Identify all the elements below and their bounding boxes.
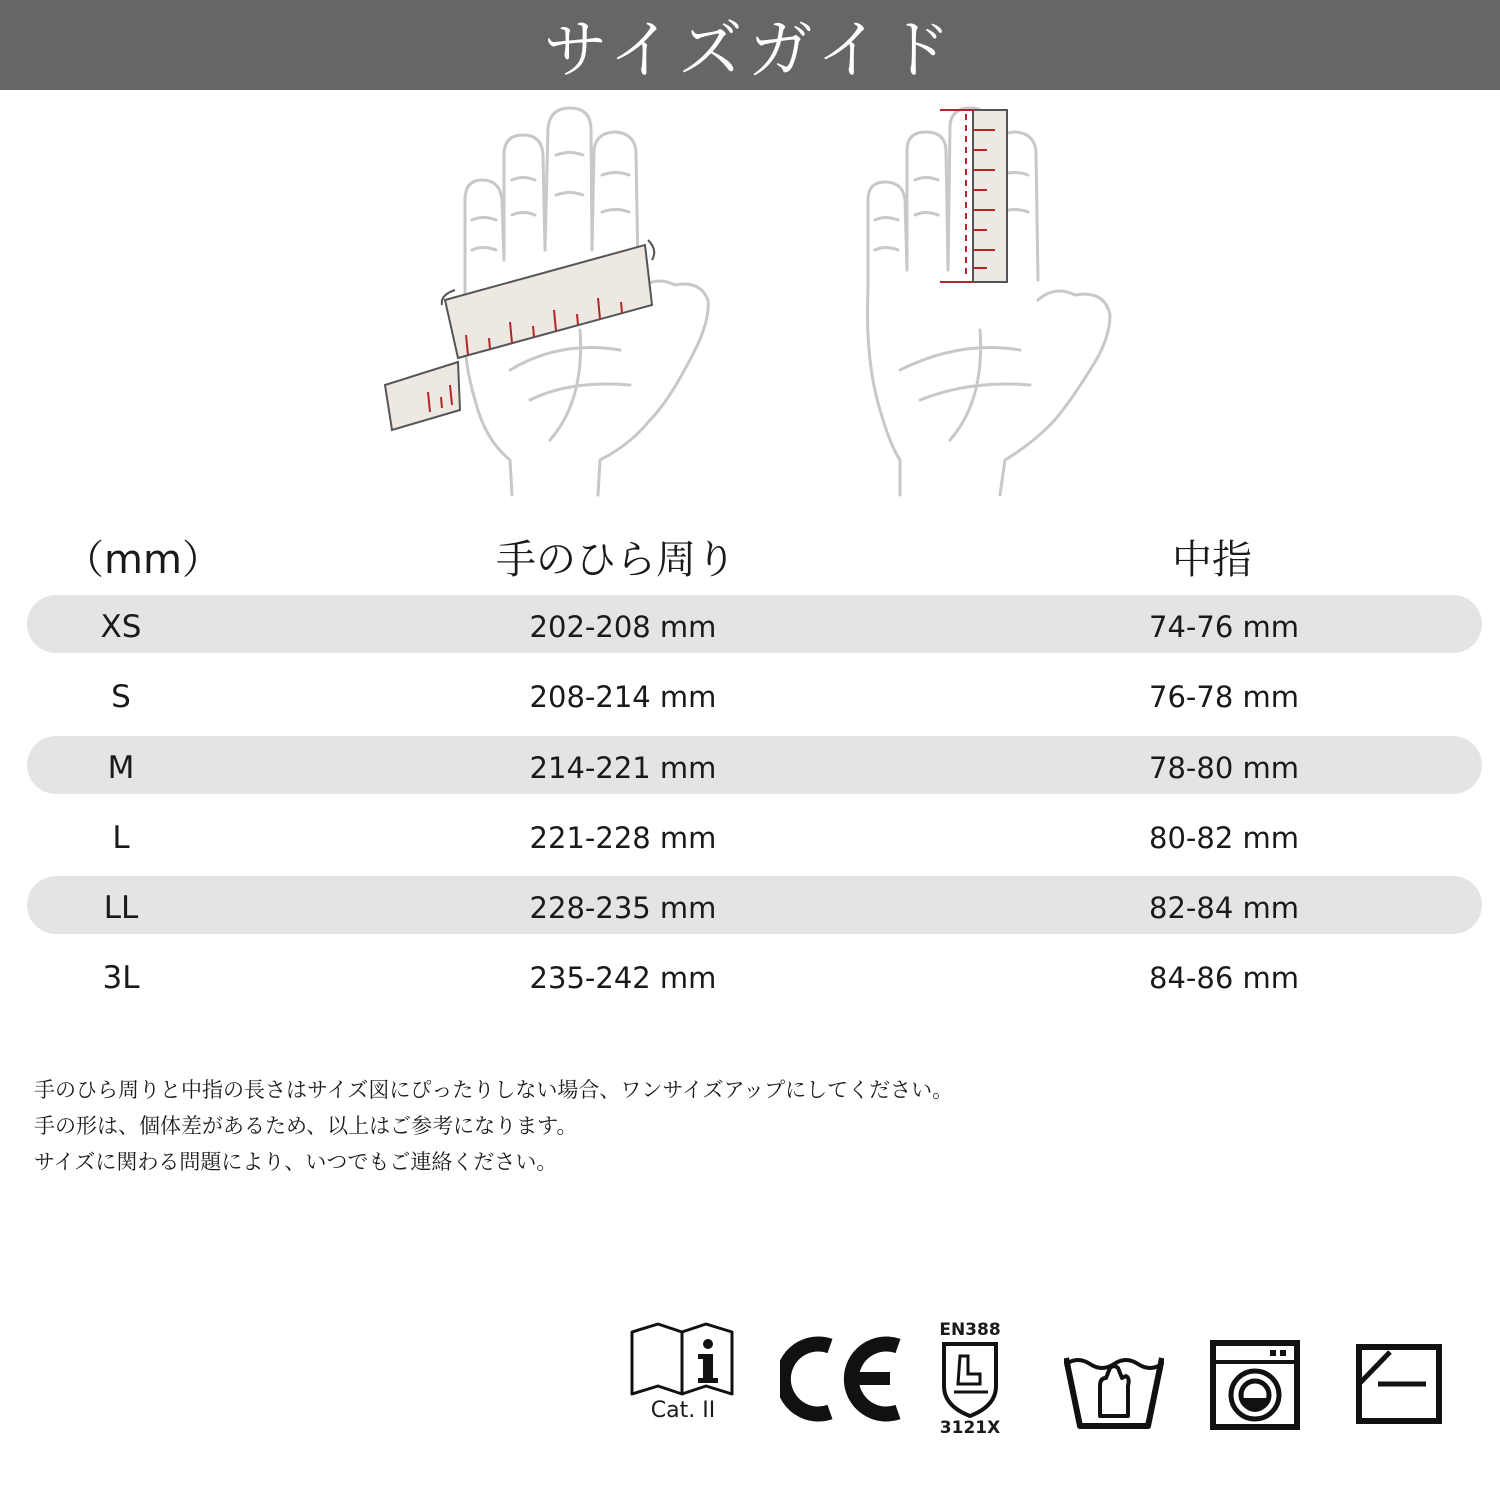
col-header-palm: 手のひら周り [496, 537, 736, 583]
unit-label: （mm） [64, 537, 222, 583]
manual-caption: Cat. II [650, 1398, 716, 1423]
en388-code: 3121X [939, 1418, 1001, 1438]
manual-info-icon [628, 1320, 738, 1400]
middle-finger-cell: 76-78 mm [1149, 680, 1299, 714]
hand-palm-tape-icon [380, 100, 720, 500]
note-line: 手のひら周りと中指の長さはサイズ図にぴったりしない場合、ワンサイズアップにしてください。 [34, 1078, 954, 1102]
note-line: サイズに関わる問題により、いつでもご連絡ください。 [34, 1150, 558, 1174]
col-header-middle-finger: 中指 [1172, 537, 1252, 583]
table-row [27, 876, 1482, 934]
palm-cell: 208-214 mm [529, 680, 717, 714]
middle-finger-cell: 74-76 mm [1149, 610, 1299, 644]
table-row [27, 665, 1482, 723]
size-cell: L [112, 820, 130, 856]
hand-ruler-icon [860, 100, 1130, 500]
size-cell: LL [103, 890, 139, 926]
size-cell: S [111, 679, 131, 715]
title-bar [0, 0, 1500, 90]
dry-flat-icon [1356, 1320, 1442, 1460]
hand-wash-icon-graphic [1064, 1346, 1164, 1436]
middle-finger-cell: 80-82 mm [1149, 821, 1299, 855]
tumble-dry-icon [1210, 1320, 1300, 1460]
table-row [27, 595, 1482, 653]
manual-info-icon-group [628, 1320, 738, 1460]
note-line: 手の形は、個体差があるため、以上はご参考になります。 [34, 1114, 578, 1138]
palm-measure-illustration [380, 100, 720, 500]
en388-label: EN388 [939, 1320, 1001, 1340]
finger-measure-illustration [860, 100, 1130, 500]
middle-finger-cell: 84-86 mm [1149, 961, 1299, 995]
page-title: サイズガイド [543, 14, 957, 88]
size-cell: M [107, 750, 135, 786]
ce-mark-icon-graphic [780, 1320, 910, 1440]
hand-wash-icon [1064, 1320, 1164, 1460]
table-row [27, 736, 1482, 794]
ce-mark-icon [780, 1320, 910, 1460]
size-cell: XS [100, 609, 142, 645]
size-notes [34, 1072, 953, 1180]
table-row [27, 806, 1482, 864]
en388-icon-group [930, 1320, 1010, 1460]
palm-cell: 202-208 mm [529, 610, 717, 644]
palm-cell: 214-221 mm [529, 751, 717, 785]
palm-cell: 228-235 mm [529, 891, 717, 925]
middle-finger-cell: 82-84 mm [1149, 891, 1299, 925]
glove-shield-icon [930, 1340, 1010, 1418]
table-row [27, 946, 1482, 1004]
palm-cell: 221-228 mm [529, 821, 717, 855]
tumble-dry-icon-graphic [1210, 1340, 1300, 1430]
middle-finger-cell: 78-80 mm [1149, 751, 1299, 785]
dry-flat-icon-graphic [1356, 1344, 1442, 1430]
palm-cell: 235-242 mm [529, 961, 717, 995]
size-cell: 3L [102, 960, 140, 996]
